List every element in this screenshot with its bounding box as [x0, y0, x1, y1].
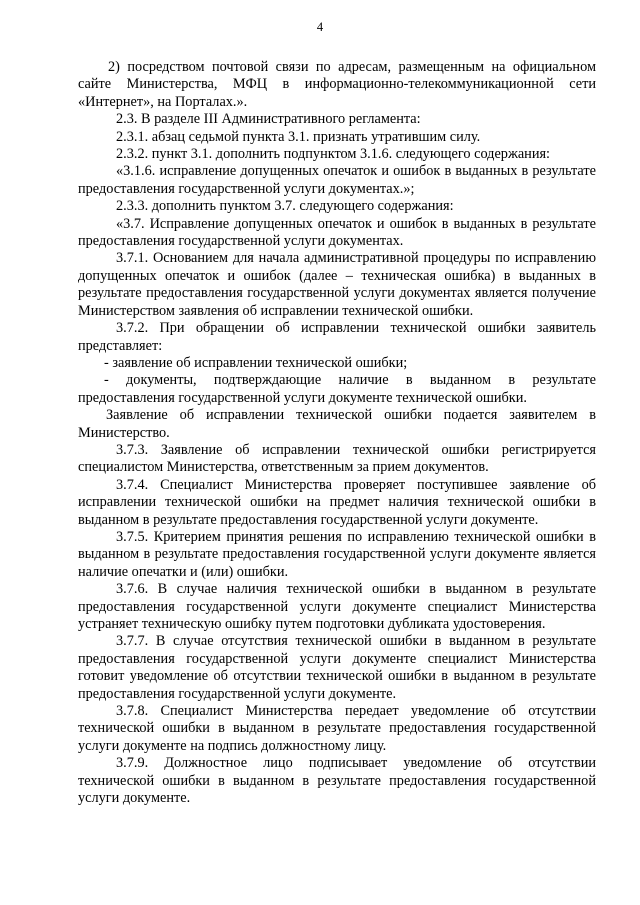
paragraph-3-7-6: 3.7.6. В случае наличия технической ошибки в выданном в результате предоставления государственной услуги документе специалист Министерства устраняет техническую ошибку путем подготовки дубликата удостоверения.: [78, 581, 596, 632]
paragraph-3-7-5: 3.7.5. Критерием принятия решения по исправлению технической ошибки в выданном в результате предоставления государственной услуги документе является наличие опечатки и (или) ошибки.: [78, 528, 596, 580]
paragraph-3-1-6: «3.1.6. исправление допущенных опечаток и ошибок в выданных в результате предоставления государственной услуги документах.»;: [78, 163, 596, 197]
paragraph-application-submitted: Заявление об исправлении технической ошибки подается заявителем в Министерство.: [78, 407, 596, 441]
paragraph-3-7-4: 3.7.4. Специалист Министерства проверяет поступившее заявление об исправлении технической ошибки на предмет наличия технической ошибки в выданном в результате предоставления государственной услуги документе.: [78, 476, 596, 528]
paragraph-2-3-2: 2.3.2. пункт 3.1. дополнить подпунктом 3.1.6. следующего содержания:: [116, 146, 551, 163]
document-body: [78, 59, 596, 807]
paragraph-3-7-1: 3.7.1. Основанием для начала административной процедуры по исправлению допущенных опечаток и ошибок (далее – техническая ошибка) в выданных в результате предоставления государственной услуги документах является получение Министерством заявления об исправлении технической ошибки.: [78, 250, 596, 319]
paragraph-2-3-3: 2.3.3. дополнить пунктом 3.7. следующего содержания:: [116, 198, 454, 215]
page-number: 4: [316, 20, 324, 34]
paragraph-3-7: «3.7. Исправление допущенных опечаток и ошибок в выданных в результате предоставления государственной услуги документах.: [78, 215, 596, 250]
paragraph-3-7-9: 3.7.9. Должностное лицо подписывает уведомление об отсутствии технической ошибки в выданном в результате предоставления государственной услуги документе.: [78, 755, 596, 807]
paragraph-3-7-3: 3.7.3. Заявление об исправлении технической ошибки регистрируется специалистом Министерства, ответственным за прием документов.: [78, 441, 596, 476]
paragraph-2-3: 2.3. В разделе III Административного регламента:: [116, 111, 421, 128]
paragraph-3-7-2: 3.7.2. При обращении об исправлении технической ошибки заявитель представляет:: [78, 320, 596, 354]
paragraph-3-7-7: 3.7.7. В случае отсутствия технической ошибки в выданном в результате предоставления государственной услуги документе специалист Министерства готовит уведомление об отсутствии технической ошибки в выданном в результате предоставления государственной услуги документе.: [78, 633, 596, 702]
paragraph-dash-documents: - документы, подтверждающие наличие в выданном в результате предоставления государственной услуги документе технической ошибки.: [78, 372, 596, 406]
paragraph-3-7-8: 3.7.8. Специалист Министерства передает уведомление об отсутствии технической ошибки в выданном в результате предоставления государственной услуги документе на подпись должностному лицу.: [78, 703, 596, 754]
paragraph-2-3-1: 2.3.1. абзац седьмой пункта 3.1. признать утратившим силу.: [116, 128, 481, 145]
paragraph-dash-application: - заявление об исправлении технической ошибки;: [104, 354, 408, 371]
paragraph-postal: 2) посредством почтовой связи по адресам, размещенным на официальном сайте Министерства, МФЦ в информационно-телекоммуникационной сети «Интернет», на Порталах.».: [78, 59, 596, 110]
